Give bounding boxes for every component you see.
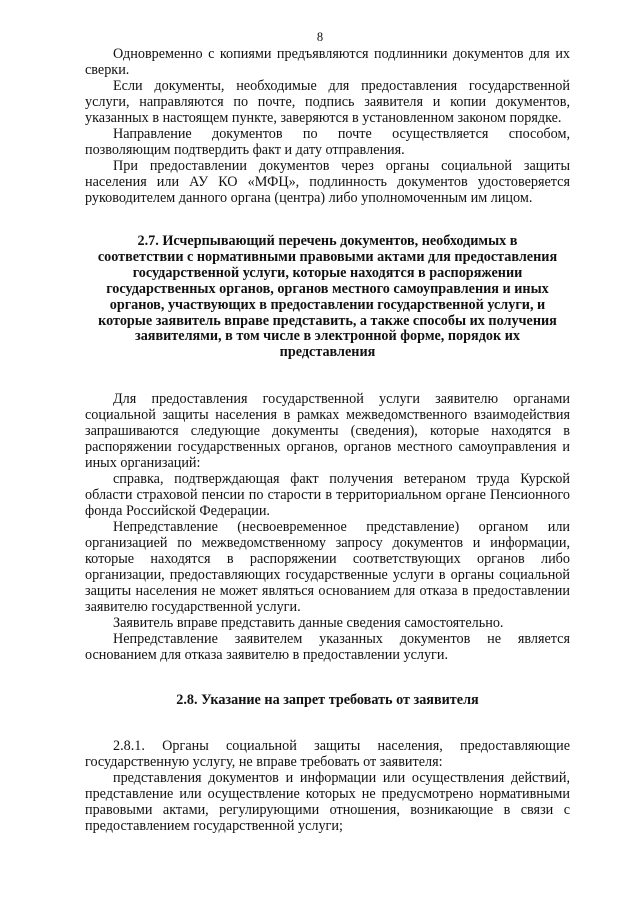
- section-heading-2-8: 2.8. Указание на запрет требовать от заявителя: [176, 692, 479, 709]
- paragraph: Для предоставления государственной услуги заявителю органами социальной защиты населения в рамках межведомственного взаимодействия запрашиваются следующие документы (сведения), которые находятся в распоряжении государственных органов, органов местного самоуправления и иных организаций:: [85, 391, 570, 472]
- paragraph: справка, подтверждающая факт получения ветераном труда Курской области страховой пенсии по старости в территориальном органе Пенсионного фонда Российской Федерации.: [85, 471, 570, 520]
- paragraph: 2.8.1. Органы социальной защиты населения, предоставляющие государственную услугу, не вправе требовать от заявителя:: [85, 738, 570, 771]
- paragraph: Непредставление (несвоевременное представление) органом или организацией по межведомственному запросу документов и информации, которые находятся в распоряжении соответствующих органов либо организации, предоставляющих государственные услуги в органы социальной защиты населения не может являться основанием для отказа в предоставлении заявителю государственной услуги.: [85, 519, 570, 616]
- paragraph: Если документы, необходимые для предоставления государственной услуги, направляются по почте, подпись заявителя и копии документов, указанных в настоящем пункте, заверяются в установленном законом порядке.: [85, 78, 570, 126]
- paragraph: Заявитель вправе представить данные сведения самостоятельно.: [113, 615, 504, 632]
- paragraph: При предоставлении документов через органы социальной защиты населения или АУ КО «МФЦ», подлинность документов удостоверяется руководителем данного органа (центра) либо уполномоченным им лицом.: [85, 158, 570, 206]
- paragraph: Одновременно с копиями предъявляются подлинники документов для их сверки.: [85, 46, 570, 78]
- paragraph: Непредставление заявителем указанных документов не является основанием для отказа заявителю в предоставлении услуги.: [85, 631, 570, 664]
- paragraph: Направление документов по почте осуществляется способом, позволяющим подтвердить факт и дату отправления.: [85, 126, 570, 158]
- document-body: [85, 46, 570, 834]
- paragraph: представления документов и информации или осуществления действий, представление или осуществление которых не предусмотрено нормативными правовыми актами, регулирующими отношения, возникающие в связи с предоставлением государственной услуги;: [85, 770, 570, 835]
- section-heading-2-7: 2.7. Исчерпывающий перечень документов, необходимых в соответствии с нормативными правовыми актами для предоставления государственной услуги, которые находятся в распоряжении государственных органов, органов местного самоуправления и иных органов, участвующих в предоставлении государственной услуги, и которые заявитель вправе представить, а также способы их получения заявителями, в том числе в электронной форме, порядок их представления: [97, 233, 558, 361]
- page-number: 8: [316, 30, 324, 44]
